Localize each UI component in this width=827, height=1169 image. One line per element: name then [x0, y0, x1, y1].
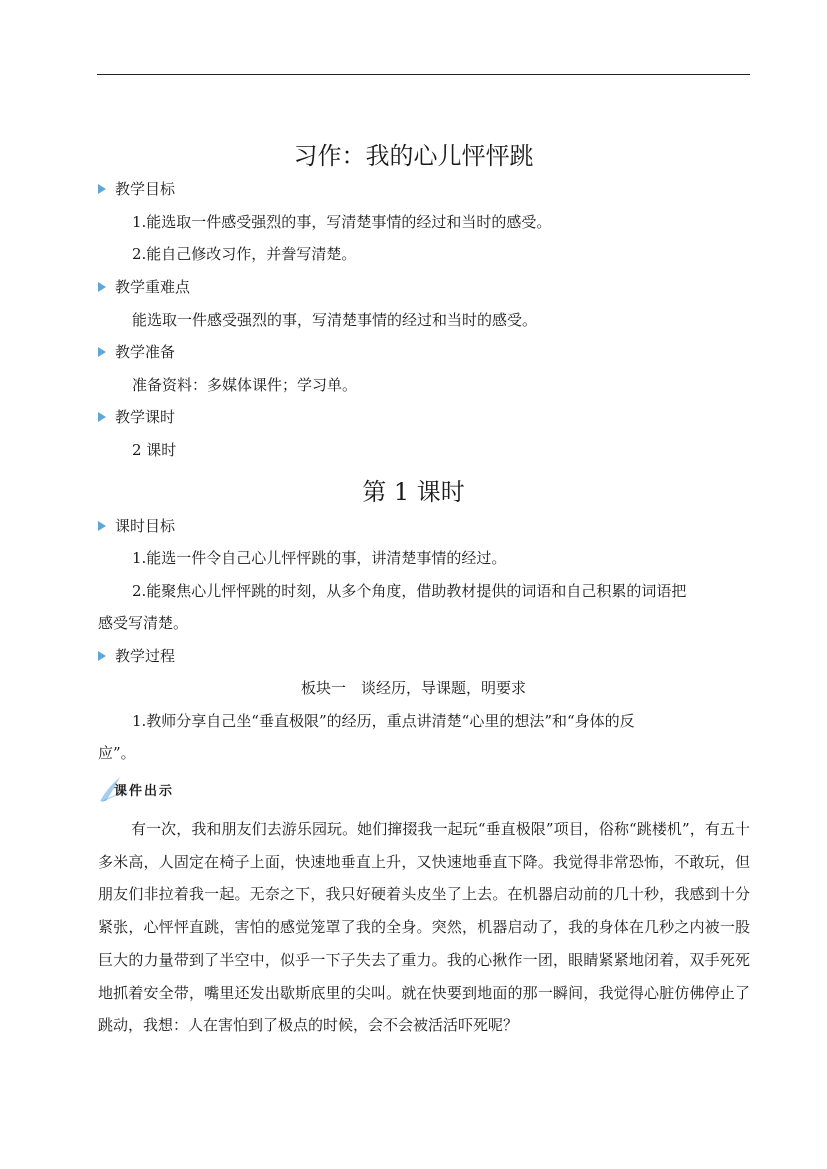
section-heading-process — [98, 645, 175, 666]
triangle-bullet-icon — [98, 347, 106, 357]
process-step-continued: 应”。 — [98, 744, 136, 762]
triangle-bullet-icon — [98, 282, 106, 292]
slide-label-badge — [98, 773, 218, 805]
triangle-bullet-icon — [98, 651, 106, 661]
section-heading-lesson-goals — [98, 515, 175, 536]
section-heading-label: 教学过程 — [115, 647, 176, 665]
section-heading-label: 课时目标 — [115, 517, 176, 535]
section-heading-label: 教学准备 — [115, 343, 176, 361]
lesson-goal-item: 1.能选一件令自己心儿怦怦跳的事，讲清楚事情的经过。 — [132, 549, 507, 567]
lesson-goal-item-continued: 感受写清楚。 — [98, 614, 189, 632]
header-rule — [97, 74, 750, 75]
section-heading-goals — [98, 178, 175, 199]
triangle-bullet-icon — [98, 521, 106, 531]
story-paragraph: 有一次，我和朋友们去游乐园玩。她们撺掇我一起玩“垂直极限”项目，俗称“跳楼机”，有五十多米高，人固定在椅子上面，快速地垂直上升，又快速地垂直下降。我觉得非常恐怖，不敢玩，但朋友们非拉着我一起。无奈之下，我只好硬着头皮坐了上去。在机器启动前的几十秒，我感到十分紧张，心怦怦直跳，害怕的感觉笼罩了我的全身。突然，机器启动了，我的身体在几秒之内被一股巨大的力量带到了半空中，似乎一下子失去了重力。我的心揪作一团，眼睛紧紧地闭着，双手死死地抓着安全带，嘴里还发出歇斯底里的尖叫。就在快要到地面的那一瞬间，我觉得心脏仿佛停止了跳动，我想：人在害怕到了极点的时候，会不会被活活吓死呢？ — [98, 820, 750, 1035]
section-heading-hours — [98, 406, 175, 427]
triangle-bullet-icon — [98, 412, 106, 422]
hours-item: 2 课时 — [132, 441, 177, 459]
triangle-bullet-icon — [98, 184, 106, 194]
prep-item: 准备资料：多媒体课件；学习单。 — [132, 376, 358, 394]
section-heading-key — [98, 276, 190, 297]
section-heading-label: 教学课时 — [115, 408, 176, 426]
lesson-title: 第 1 课时 — [362, 478, 465, 506]
goal-item: 1.能选取一件感受强烈的事，写清楚事情的经过和当时的感受。 — [132, 213, 552, 231]
lesson-goal-item: 2.能聚焦心儿怦怦跳的时刻，从多个角度，借助教材提供的词语和自己积累的词语把 — [132, 582, 687, 600]
section-heading-label: 教学目标 — [115, 180, 176, 198]
process-step: 1.教师分享自己坐“垂直极限”的经历，重点讲清楚“心里的想法”和“身体的反 — [132, 712, 635, 730]
key-point: 能选取一件感受强烈的事，写清楚事情的经过和当时的感受。 — [132, 311, 538, 329]
section-heading-prep — [98, 341, 175, 362]
block-title: 板块一 谈经历，导课题，明要求 — [300, 679, 526, 697]
page-title: 习作：我的心儿怦怦跳 — [293, 142, 534, 170]
goal-item: 2.能自己修改习作，并誊写清楚。 — [132, 245, 357, 263]
section-heading-label: 教学重难点 — [115, 278, 191, 296]
slide-label: 课件出示 — [114, 784, 175, 799]
